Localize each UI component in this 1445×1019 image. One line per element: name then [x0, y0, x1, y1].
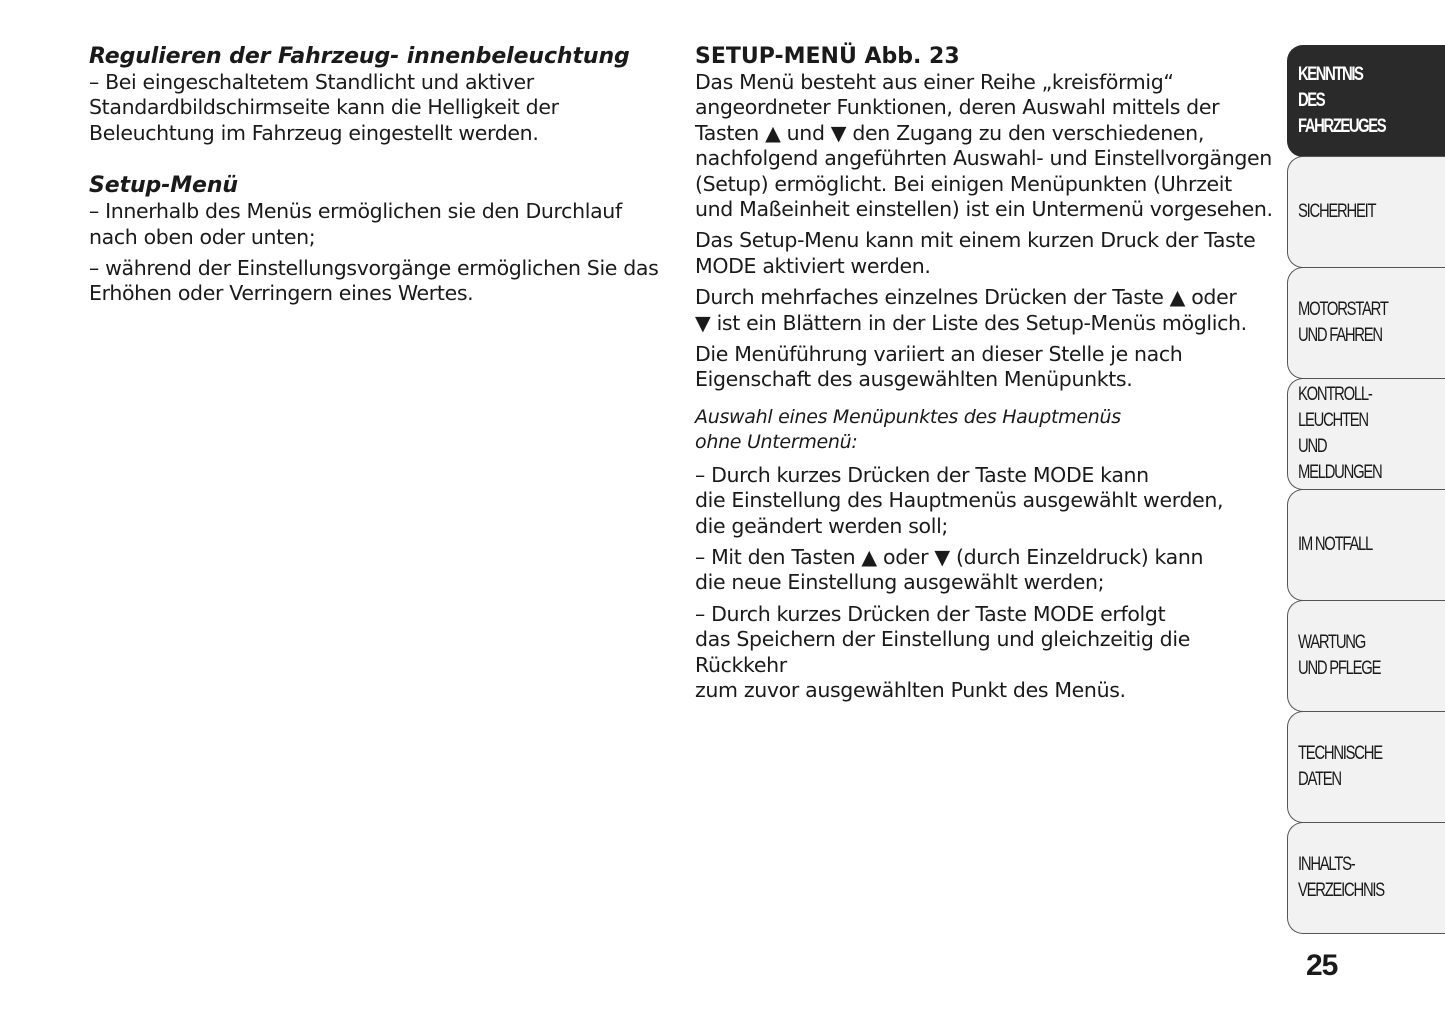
tab-label: KONTROLL- LEUCHTEN UND MELDUNGEN [1298, 384, 1382, 483]
tab-sicherheit[interactable] [1287, 156, 1445, 268]
tab-kontrollleuchten-und-meldungen[interactable] [1287, 378, 1445, 490]
section-heading-interior-lighting: Regulieren der Fahrzeug- innenbeleuchtung [89, 44, 630, 69]
tab-label: WARTUNG UND PFLEGE [1298, 632, 1381, 679]
paragraph: – während der Einstellungsvorgänge ermöglichen Sie das Erhöhen oder Verringern eines Wertes. [89, 256, 659, 306]
tab-label: INHALTS- VERZEICHNIS [1298, 854, 1384, 901]
tab-kenntnis-des-fahrzeuges[interactable] [1287, 45, 1445, 157]
section-heading-setup-menu: Setup-Menü [89, 173, 238, 199]
paragraph: – Innerhalb des Menüs ermöglichen sie den Durchlauf nach oben oder unten; [89, 199, 622, 249]
tab-im-notfall[interactable] [1287, 489, 1445, 601]
tab-label: KENNTNIS DES FAHRZEUGES [1298, 64, 1386, 137]
tab-inhaltsverzeichnis[interactable] [1287, 822, 1445, 934]
right-column [695, 44, 1275, 709]
tab-label: SICHERHEIT [1298, 201, 1376, 222]
paragraph: – Durch kurzes Drücken der Taste MODE kann die Einstellung des Hauptmenüs ausgewählt werden, die geändert werden soll; [695, 462, 1224, 538]
paragraph: – Bei eingeschaltetem Standlicht und aktiver Standardbildschirmseite kann die Helligkeit der Beleuchtung im Fahrzeug eingestellt werden. [89, 70, 559, 145]
paragraph: – Durch kurzes Drücken der Taste MODE erfolgt das Speichern der Einstellung und gleichzeitig die Rückkehr zum zuvor ausgewählten Punkt des Menüs. [695, 601, 1190, 702]
tab-motorstart-und-fahren[interactable] [1287, 267, 1445, 379]
paragraph: Das Menü besteht aus einer Reihe „kreisförmig“ angeordneter Funktionen, deren Auswahl mittels der Tasten ▲ und ▼ den Zugang zu den verschiedenen, nachfolgend angeführten Auswahl- und Einstellvorgängen (Setup) ermöglicht. Bei einigen Menüpunkten (Uhrzeit und Maßeinheit einstellen) ist ein Untermenü vorgesehen. [695, 70, 1273, 222]
page-number: 25 [1306, 949, 1338, 982]
tab-label: TECHNISCHE DATEN [1298, 743, 1382, 790]
tab-technische-daten[interactable] [1287, 711, 1445, 823]
chapter-index-tabs [1287, 45, 1445, 933]
paragraph: Das Setup-Menu kann mit einem kurzen Druck der Taste MODE aktiviert werden. [695, 228, 1256, 278]
tab-label: IM NOTFALL [1298, 534, 1372, 555]
paragraph: – Mit den Tasten ▲ oder ▼ (durch Einzeldruck) kann die neue Einstellung ausgewählt werden; [695, 544, 1204, 595]
left-column [89, 44, 664, 313]
tab-label: MOTORSTART UND FAHREN [1298, 299, 1388, 346]
paragraph: Durch mehrfaches einzelnes Drücken der Taste ▲ oder ▼ ist ein Blättern in der Liste des Setup-Menüs möglich. [695, 285, 1247, 335]
paragraph: Die Menüführung variiert an dieser Stelle je nach Eigenschaft des ausgewählten Menüpunkts. [695, 342, 1183, 392]
subheading-italic: Auswahl eines Menüpunktes des Hauptmenüs ohne Untermenü: [695, 405, 1121, 454]
tab-wartung-und-pflege[interactable] [1287, 600, 1445, 712]
section-heading-setup-menu-fig: SETUP-MENÜ Abb. 23 [695, 44, 960, 69]
